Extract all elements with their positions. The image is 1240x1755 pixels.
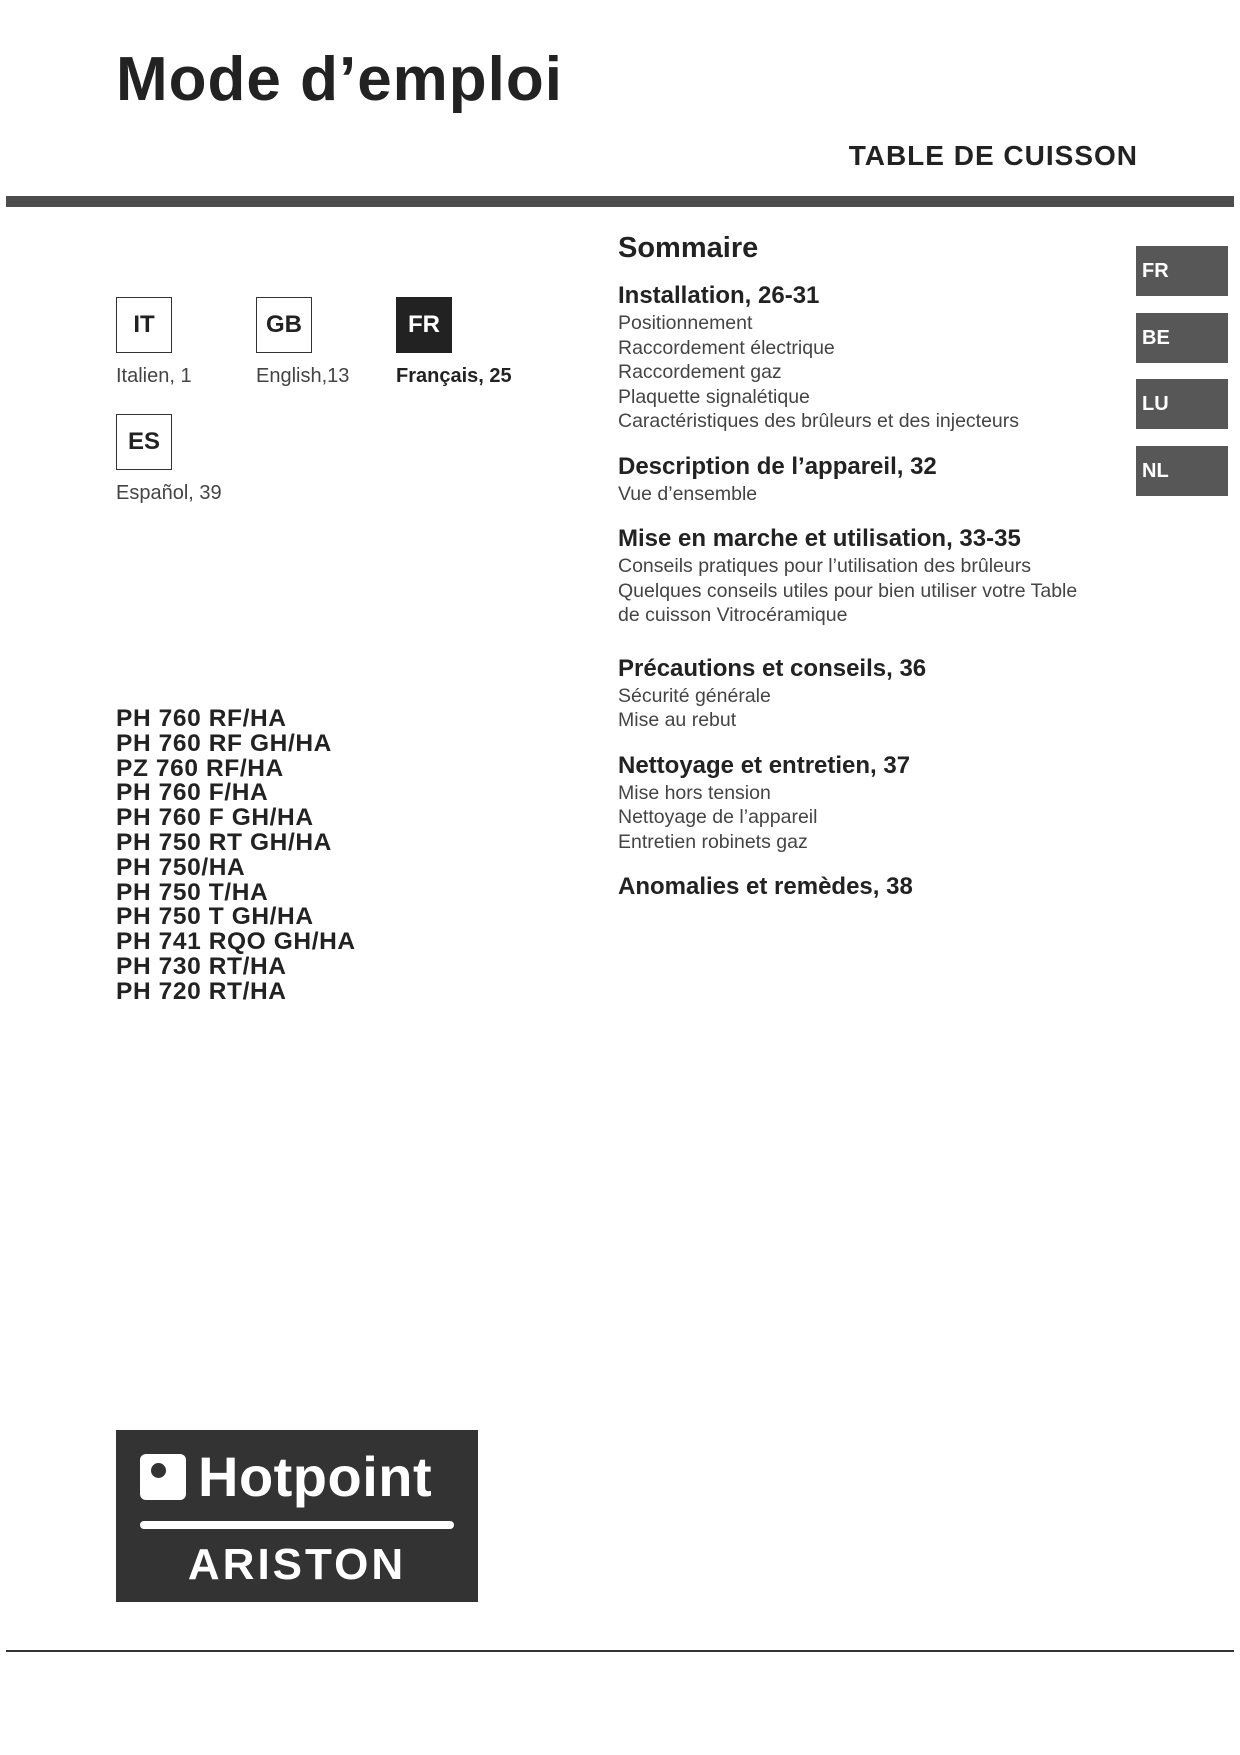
brand-name-top: Hotpoint xyxy=(198,1445,433,1508)
brand-logo xyxy=(116,1430,478,1602)
language-label: Español, 39 xyxy=(116,482,222,504)
language-label: Italien, 1 xyxy=(116,365,192,387)
toc-section-nettoyage xyxy=(618,751,1138,855)
country-tab-nl[interactable]: NL xyxy=(1136,446,1228,496)
toc-item[interactable]: Quelques conseils utiles pour bien utiliser votre Table xyxy=(618,579,1078,602)
language-code-box: ES xyxy=(116,414,172,470)
model-item: PH 741 RQO GH/HA xyxy=(116,928,356,956)
toc-item[interactable]: Nettoyage de l’appareil xyxy=(618,806,818,828)
table-of-contents xyxy=(618,232,1138,920)
toc-heading: Sommaire xyxy=(618,232,759,264)
brand-divider xyxy=(140,1521,454,1529)
toc-item[interactable]: Mise hors tension xyxy=(618,781,771,804)
toc-item[interactable]: Conseils pratiques pour l’utilisation des brûleurs xyxy=(618,555,1031,577)
toc-section-title[interactable]: Installation, 26-31 xyxy=(618,282,820,309)
toc-section-anomalies xyxy=(618,872,1138,902)
language-label: English,13 xyxy=(256,365,350,387)
brand-mark-icon xyxy=(140,1454,186,1500)
model-item: PH 760 F GH/HA xyxy=(116,804,314,832)
toc-item[interactable]: Raccordement électrique xyxy=(618,336,835,359)
language-es[interactable] xyxy=(116,414,222,505)
toc-section-title[interactable]: Description de l’appareil, 32 xyxy=(618,452,937,480)
model-item: PH 750 T GH/HA xyxy=(116,903,314,931)
country-tab-fr[interactable]: FR xyxy=(1136,246,1228,296)
language-code-box: IT xyxy=(116,297,172,353)
model-item: PH 750 T/HA xyxy=(116,878,269,906)
toc-item[interactable]: Entretien robinets gaz xyxy=(618,830,808,853)
language-fr[interactable] xyxy=(396,297,512,388)
header-divider xyxy=(6,196,1234,207)
toc-item[interactable]: Raccordement gaz xyxy=(618,361,782,383)
toc-section-title[interactable]: Précautions et conseils, 36 xyxy=(618,654,927,682)
toc-section-title[interactable]: Mise en marche et utilisation, 33-35 xyxy=(618,525,1021,552)
toc-item[interactable]: Vue d’ensemble xyxy=(618,482,758,505)
language-gb[interactable] xyxy=(256,297,349,388)
toc-section-title[interactable]: Nettoyage et entretien, 37 xyxy=(618,751,911,779)
toc-section-installation xyxy=(618,281,1138,434)
toc-item[interactable]: Caractéristiques des brûleurs et des injecteurs xyxy=(618,410,1020,432)
language-it[interactable] xyxy=(116,297,192,388)
toc-item[interactable]: Positionnement xyxy=(618,312,753,334)
model-item: PH 750/HA xyxy=(116,853,246,881)
page-subtitle: TABLE DE CUISSON xyxy=(848,140,1138,171)
toc-section-description xyxy=(618,452,1138,507)
language-code-box: GB xyxy=(256,297,312,353)
toc-section-precautions xyxy=(618,654,1138,733)
toc-item[interactable]: Plaquette signalétique xyxy=(618,385,810,408)
model-item: PH 760 RF GH/HA xyxy=(116,729,332,757)
toc-item[interactable]: Mise au rebut xyxy=(618,709,737,731)
model-item: PH 760 RF/HA xyxy=(116,705,287,732)
language-label: Français, 25 xyxy=(396,365,512,387)
model-item: PH 760 F/HA xyxy=(116,779,269,807)
model-list xyxy=(116,707,356,1005)
model-item: PH 720 RT/HA xyxy=(116,977,287,1005)
toc-section-title[interactable]: Anomalies et remèdes, 38 xyxy=(618,873,913,900)
brand-name-bottom: ARISTON xyxy=(187,1540,407,1589)
toc-item[interactable]: Sécurité générale xyxy=(618,684,771,707)
footer-divider xyxy=(6,1650,1234,1652)
toc-item[interactable]: de cuisson Vitrocéramique xyxy=(618,604,848,626)
language-code-box: FR xyxy=(396,297,452,353)
toc-section-utilisation xyxy=(618,524,1138,628)
model-item: PH 750 RT GH/HA xyxy=(116,828,332,856)
model-item: PH 730 RT/HA xyxy=(116,952,287,980)
model-item: PZ 760 RF/HA xyxy=(116,754,284,782)
country-tab-lu[interactable]: LU xyxy=(1136,379,1228,429)
country-tab-be[interactable]: BE xyxy=(1136,313,1228,363)
page-title: Mode d’emploi xyxy=(116,45,563,114)
